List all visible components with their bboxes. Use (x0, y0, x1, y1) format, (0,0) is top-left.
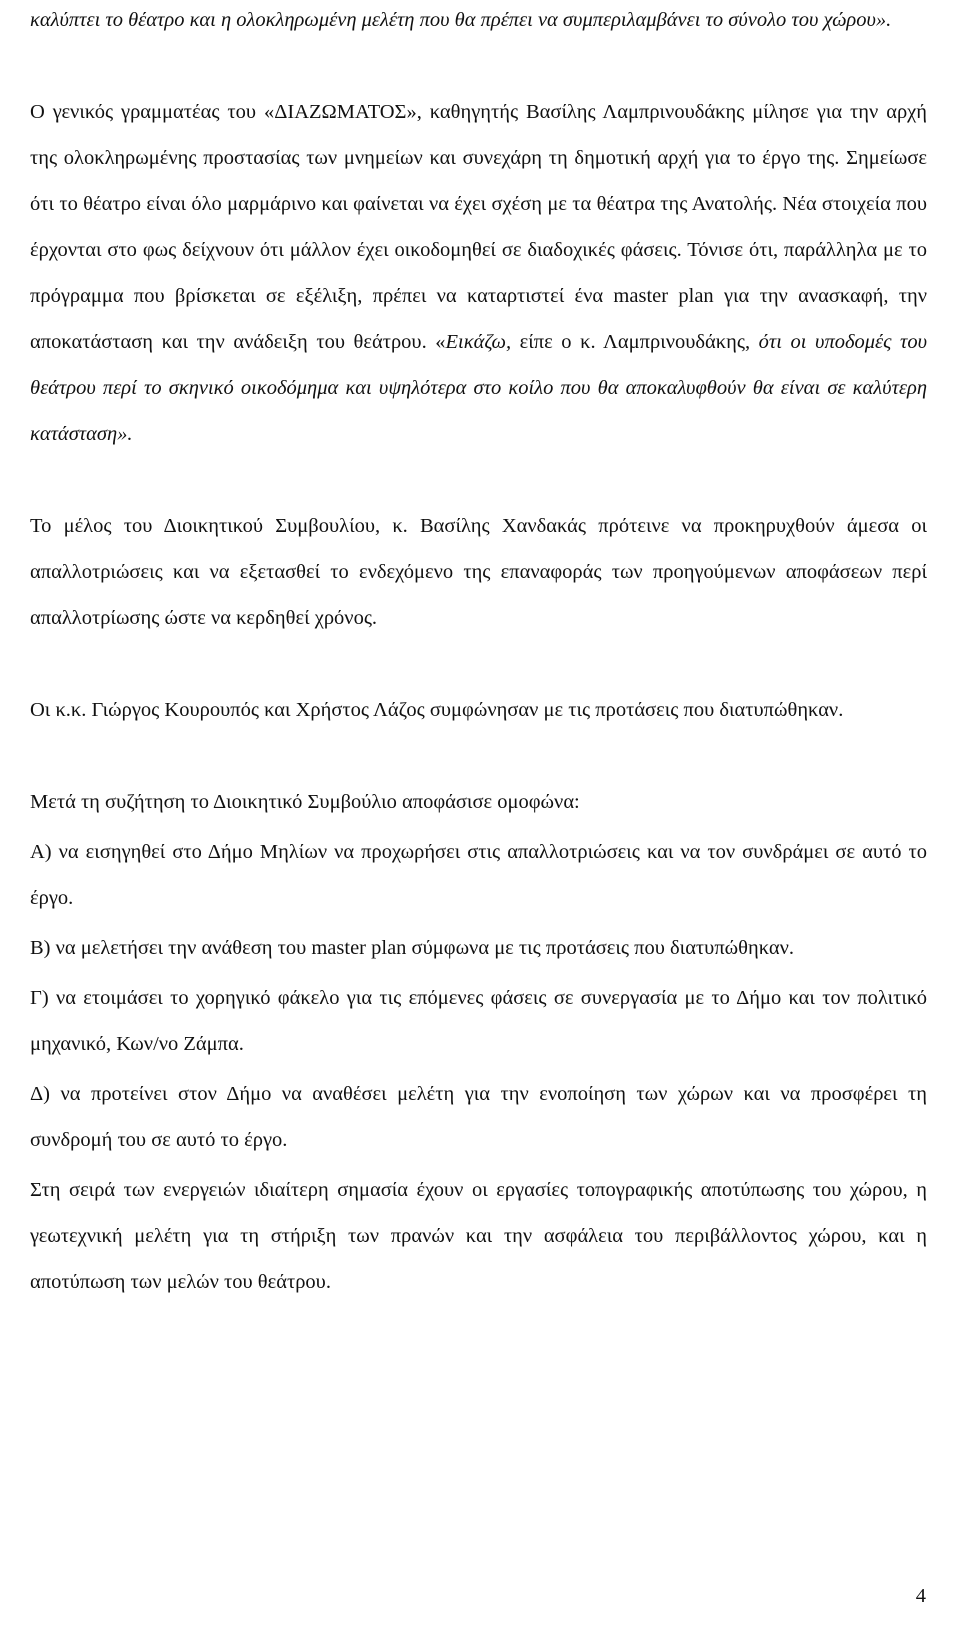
document-page (30, 0, 927, 1308)
text-run: είπε ο κ. Λαμπρινουδάκης, (511, 331, 759, 353)
paragraph-agreement: Οι κ.κ. Γιώργος Κουρουπός και Χρήστος Λάζος συμφώνησαν με τις προτάσεις που διατυπώθηκαν. (30, 699, 844, 721)
text-run-italic: Εικάζω, (445, 331, 512, 353)
decision-item-d: Δ) να προτείνει στον Δήμο να αναθέσει μελέτη για την ενοποίηση των χώρων και να προσφέρει τη συνδρομή του σε αυτό το έργο. (30, 1083, 927, 1151)
paragraph-board-member: Το μέλος του Διοικητικού Συμβουλίου, κ. Βασίλης Χανδακάς πρότεινε να προκηρυχθούν άμεσα οι απαλλοτριώσεις και να εξετασθεί το ενδεχόμενο της επαναφοράς των προηγούμενων αποφάσεων περί απαλλοτρίωσης ώστε να κερδηθεί χρόνος. (30, 515, 927, 629)
paragraph-decision-intro: Μετά τη συζήτηση το Διοικητικό Συμβούλιο αποφάσισε ομοφώνα: (30, 791, 580, 813)
decision-item-c: Γ) να ετοιμάσει το χορηγικό φάκελο για τις επόμενες φάσεις σε συνεργασία με το Δήμο και τον πολιτικό μηχανικό, Κων/νο Ζάμπα. (30, 987, 927, 1055)
text-run-italic: ότι οι υποδομές του θεάτρου περί το σκηνικό οικοδόμημα και υψηλότερα στο κοίλο που θα αποκαλυφθούν θα είναι σε καλύτερη κατάσταση». (30, 331, 927, 445)
text-run: Ο γενικός γραμματέας του «ΔΙΑΖΩΜΑΤΟΣ», καθηγητής Βασίλης Λαμπρινουδάκης μίλησε για την αρχή της ολοκληρωμένης προστασίας των μνημείων και συνεχάρη τη δημοτική αρχή για το έργο της. Σημείωσε ότι το θέατρο είναι όλο μαρμάρινο και φαίνεται να έχει σχέση με τα θέατρα της Ανατολής. Νέα στοιχεία που έρχονται στο φως δείχνουν ότι μάλλον έχει οικοδομηθεί σε διαδοχικές φάσεις. Τόνισε ότι, παράλληλα με το πρόγραμμα που βρίσκεται σε εξέλιξη, πρέπει να καταρτιστεί ένα master plan για την ανασκαφή, την αποκατάσταση και την ανάδειξη του θεάτρου. « (30, 101, 927, 353)
paragraph-actions: Στη σειρά των ενεργειών ιδιαίτερη σημασία έχουν οι εργασίες τοπογραφικής αποτύπωσης του χώρου, η γεωτεχνική μελέτη για τη στήριξη των πρανών και την ασφάλεια του περιβάλλοντος χώρου, και η αποτύπωση των μελών του θεάτρου. (30, 1179, 927, 1293)
decision-item-a: Α) να εισηγηθεί στο Δήμο Μηλίων να προχωρήσει στις απαλλοτριώσεις και να τον συνδράμει σε αυτό το έργο. (30, 841, 927, 909)
page-number: 4 (915, 1585, 926, 1607)
decision-item-b: Β) να μελετήσει την ανάθεση του master plan σύμφωνα με τις προτάσεις που διατυπώθηκαν. (30, 937, 794, 959)
paragraph-general-secretary (30, 89, 927, 457)
paragraph-quote-end: καλύπτει το θέατρο και η ολοκληρωμένη μελέτη που θα πρέπει να συμπεριλαμβάνει το σύνολο του χώρου». (30, 9, 892, 31)
